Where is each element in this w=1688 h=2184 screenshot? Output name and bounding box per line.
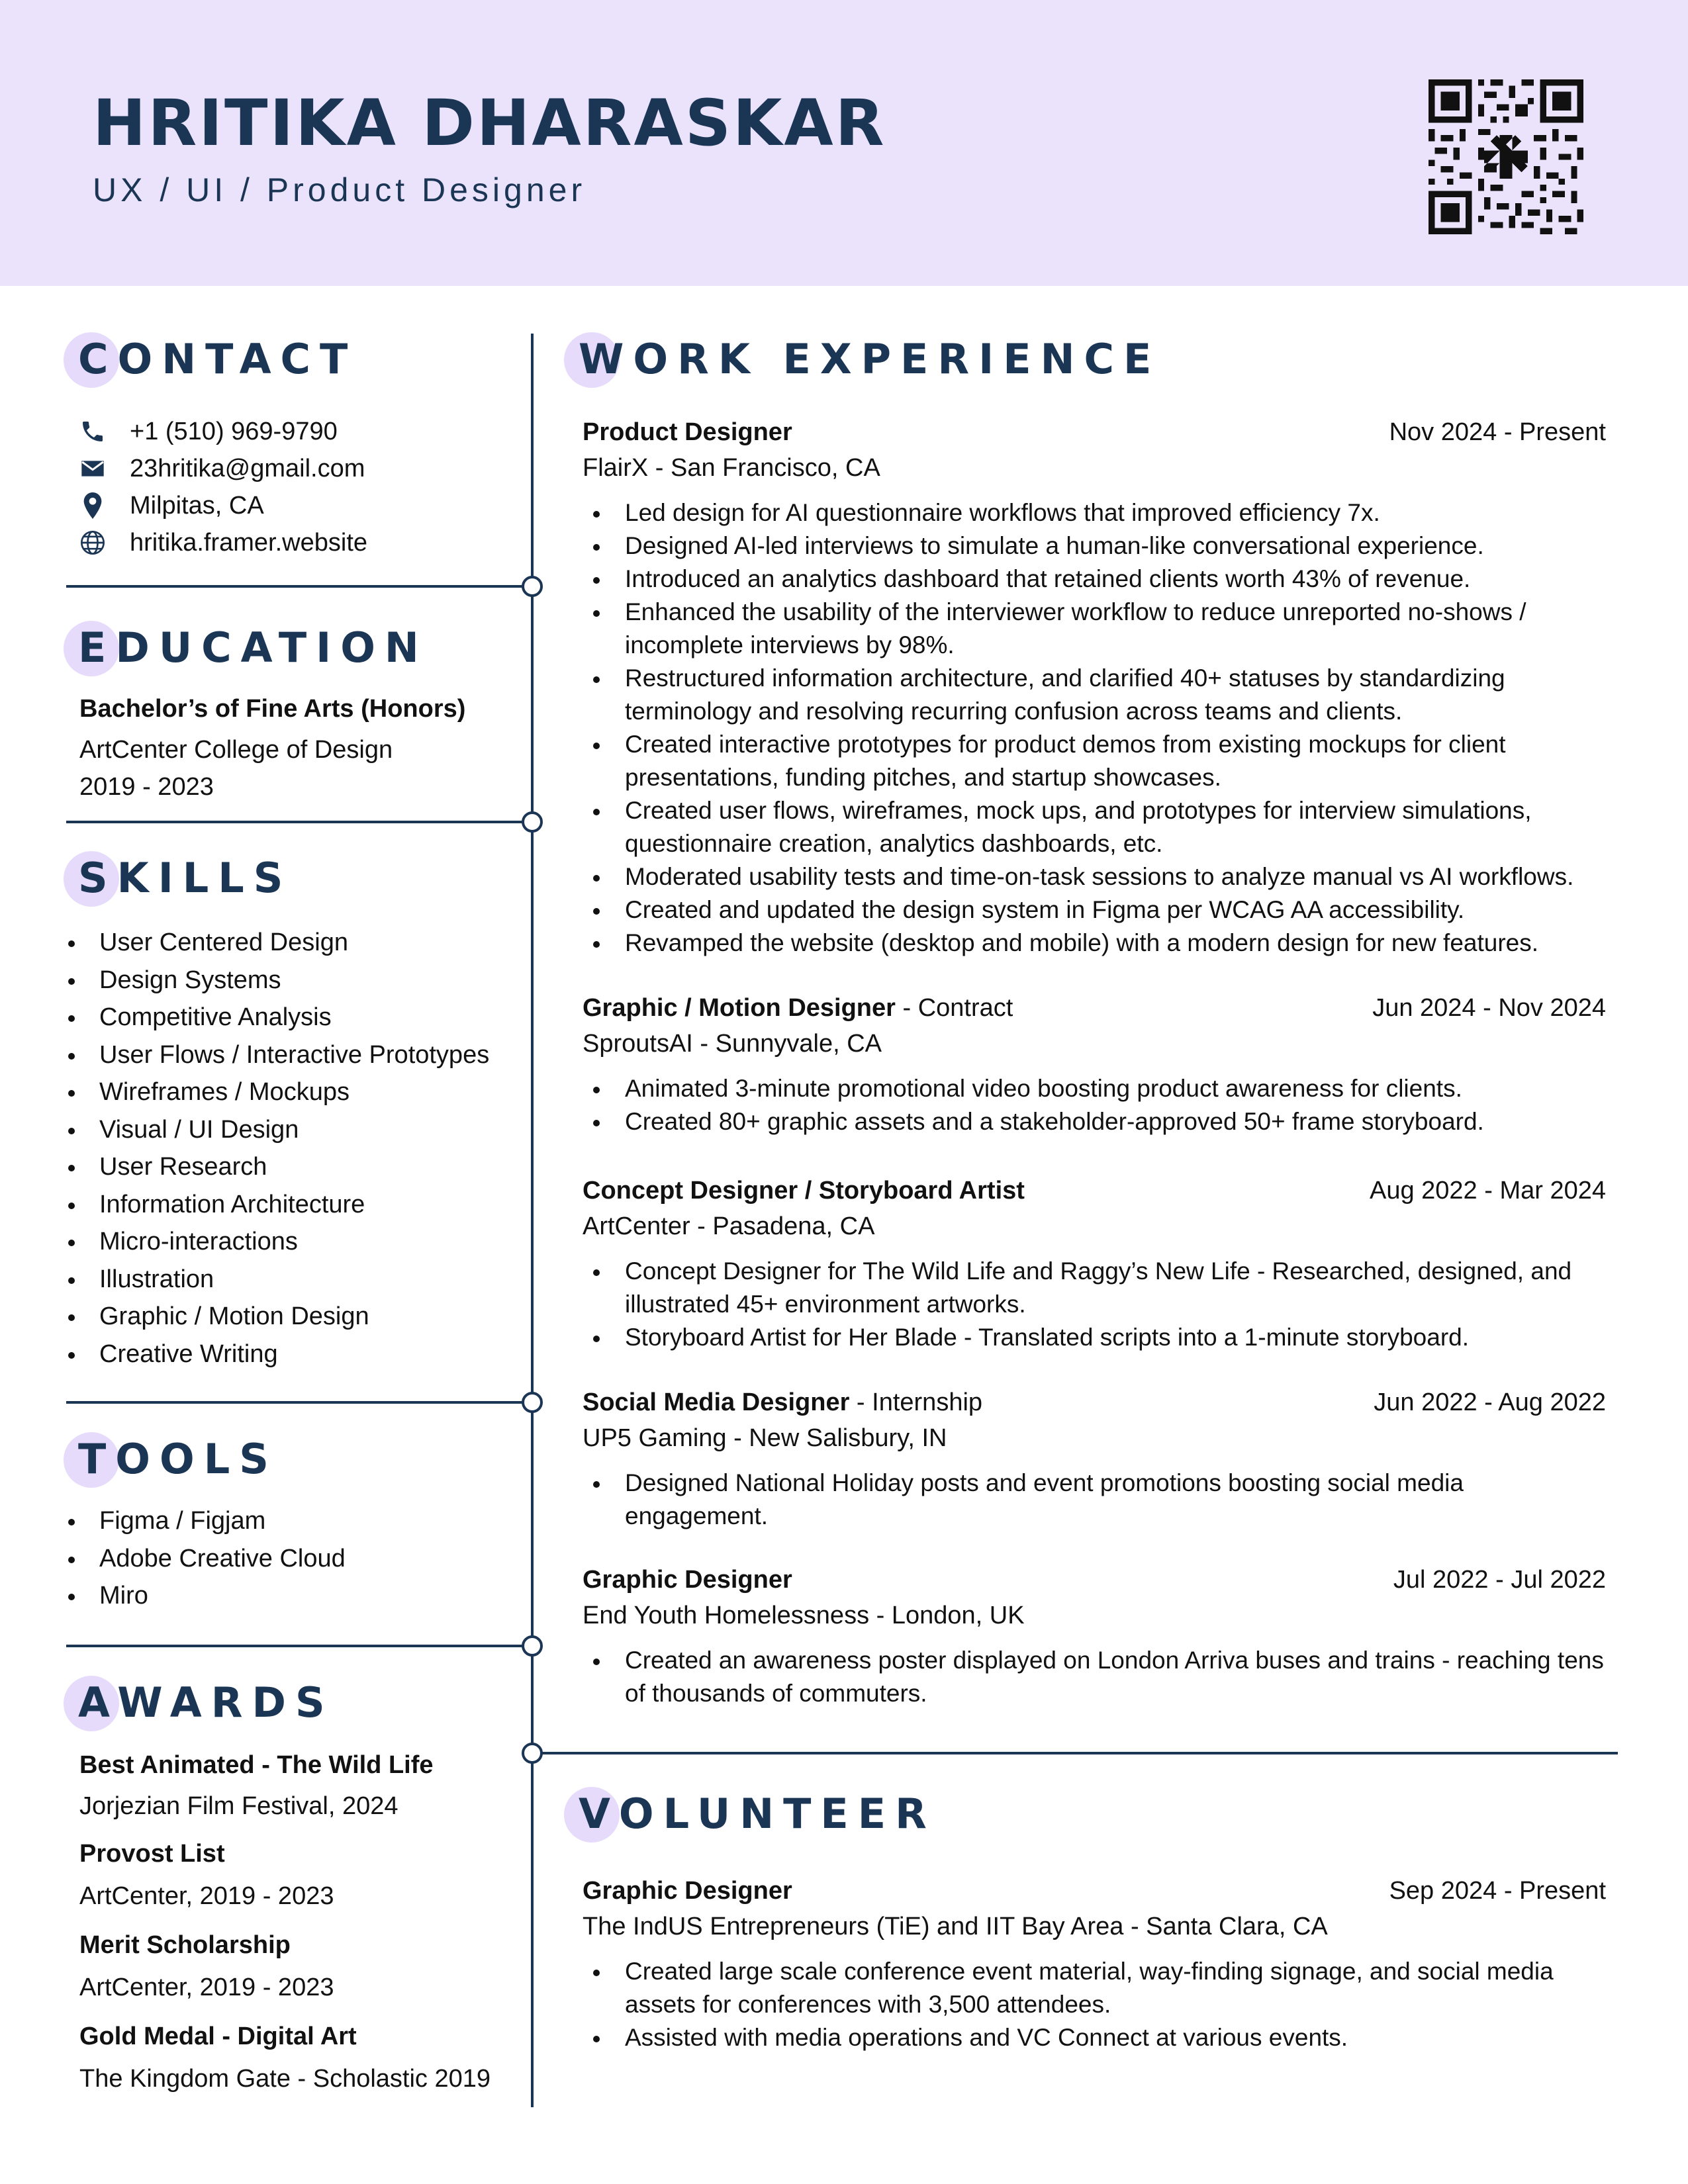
qr-code-icon[interactable] [1429, 79, 1583, 234]
phone-icon [78, 417, 107, 446]
timeline-node [522, 1392, 543, 1413]
job-bullets [583, 1955, 1606, 2054]
timeline-node [522, 576, 543, 597]
contact-email[interactable]: 23hritika@gmail.com [78, 450, 365, 487]
award-detail: The Kingdom Gate - Scholastic 2019 [79, 2065, 491, 2093]
job-type: - Contract [895, 994, 1013, 1022]
skill-item: User Centered Design [64, 924, 489, 962]
job-company: UP5 Gaming - New Salisbury, IN [583, 1424, 947, 1452]
skill-item: Wireframes / Mockups [64, 1073, 489, 1111]
timeline-node [522, 1743, 543, 1764]
job-bullets [583, 1072, 1606, 1138]
job-bullet: Moderated usability tests and time-on-task sessions to analyze manual vs AI workflows. [583, 860, 1606, 893]
work-entry [583, 1562, 1606, 1710]
job-dates: Sep 2024 - Present [1389, 1877, 1606, 1905]
education-years: 2019 - 2023 [79, 773, 214, 801]
job-bullet: Restructured information architecture, and clarified 40+ statuses by standardizing terminology and resolving recurring confusion across teams and clients. [583, 662, 1606, 728]
job-bullets [583, 496, 1606, 960]
job-dates: Aug 2022 - Mar 2024 [1369, 1177, 1606, 1205]
skill-item: Information Architecture [64, 1186, 489, 1224]
award-detail: ArtCenter, 2019 - 2023 [79, 1974, 334, 2001]
job-bullet: Created 80+ graphic assets and a stakeholder-approved 50+ frame storyboard. [583, 1105, 1606, 1138]
contact-website[interactable]: hritika.framer.website [78, 524, 367, 561]
award-title: Merit Scholarship [79, 1931, 291, 1959]
job-bullets [583, 1255, 1606, 1354]
award-title: Best Animated - The Wild Life [79, 1751, 434, 1779]
skill-item: User Research [64, 1148, 489, 1186]
job-title: Graphic Designer [583, 1566, 792, 1594]
education-school: ArtCenter College of Design [79, 736, 393, 764]
divider-tools [66, 1645, 532, 1647]
candidate-title: UX / UI / Product Designer [93, 171, 586, 208]
job-bullet: Animated 3-minute promotional video boosting product awareness for clients. [583, 1072, 1606, 1105]
job-bullet: Storyboard Artist for Her Blade - Translated scripts into a 1-minute storyboard. [583, 1321, 1606, 1354]
job-bullets [583, 1467, 1606, 1533]
divider-skills [66, 1401, 532, 1404]
job-dates: Jul 2022 - Jul 2022 [1393, 1566, 1606, 1594]
education-degree: Bachelor’s of Fine Arts (Honors) [79, 695, 466, 723]
job-bullet: Created user flows, wireframes, mock ups, and prototypes for interview simulations, questionnaire creation, analytics dashboards, etc. [583, 794, 1606, 860]
skill-item: User Flows / Interactive Prototypes [64, 1036, 489, 1074]
job-bullet: Created interactive prototypes for product demos from existing mockups for client presentations, funding pitches, and startup showcases. [583, 728, 1606, 794]
location-pin-icon [78, 491, 107, 520]
timeline-vertical-line [531, 334, 534, 2107]
award-detail: ArtCenter, 2019 - 2023 [79, 1882, 334, 1910]
skills-list [64, 924, 489, 1373]
skill-item: Competitive Analysis [64, 999, 489, 1036]
divider-work [532, 1752, 1618, 1754]
job-bullet: Concept Designer for The Wild Life and Raggy’s New Life - Researched, designed, and illustrated 45+ environment artworks. [583, 1255, 1606, 1321]
job-bullet: Created an awareness poster displayed on London Arriva buses and trains - reaching tens of thousands of commuters. [583, 1644, 1606, 1710]
job-bullet: Created and updated the design system in Figma per WCAG AA accessibility. [583, 893, 1606, 927]
job-bullet: Designed AI-led interviews to simulate a human-like conversational experience. [583, 529, 1606, 563]
job-company: The IndUS Entrepreneurs (TiE) and IIT Bay Area - Santa Clara, CA [583, 1913, 1328, 1940]
globe-icon [78, 528, 107, 557]
job-bullet: Enhanced the usability of the interviewer workflow to reduce unreported no-shows / incomplete interviews by 98%. [583, 596, 1606, 662]
job-bullet: Designed National Holiday posts and event promotions boosting social media engagement. [583, 1467, 1606, 1533]
mail-icon [78, 454, 107, 483]
skill-item: Design Systems [64, 962, 489, 999]
job-bullet: Revamped the website (desktop and mobile) with a modern design for new features. [583, 927, 1606, 960]
job-dates: Jun 2022 - Aug 2022 [1374, 1388, 1606, 1416]
tool-item: Adobe Creative Cloud [64, 1540, 346, 1578]
skill-item: Illustration [64, 1261, 489, 1298]
job-company: End Youth Homelessness - London, UK [583, 1602, 1025, 1629]
volunteer-entry [583, 1873, 1606, 2054]
contact-location: Milpitas, CA [78, 487, 264, 524]
skill-item: Micro-interactions [64, 1223, 489, 1261]
job-bullet: Introduced an analytics dashboard that retained clients worth 43% of revenue. [583, 563, 1606, 596]
work-entry [583, 1173, 1606, 1354]
job-dates: Nov 2024 - Present [1389, 418, 1606, 446]
job-bullet: Led design for AI questionnaire workflows that improved efficiency 7x. [583, 496, 1606, 529]
award-title: Gold Medal - Digital Art [79, 2023, 357, 2050]
job-dates: Jun 2024 - Nov 2024 [1372, 994, 1606, 1022]
job-company: SproutsAI - Sunnyvale, CA [583, 1030, 882, 1058]
skill-item: Creative Writing [64, 1336, 489, 1373]
job-title: Graphic Designer [583, 1877, 792, 1905]
timeline-node [522, 811, 543, 833]
tool-item: Figma / Figjam [64, 1502, 346, 1540]
candidate-name: HRITIKA DHARASKAR [93, 86, 886, 160]
tool-item: Miro [64, 1577, 346, 1615]
job-title: Concept Designer / Storyboard Artist [583, 1177, 1025, 1205]
skill-item: Graphic / Motion Design [64, 1298, 489, 1336]
job-title: Product Designer [583, 418, 792, 446]
work-entry [583, 1385, 1606, 1533]
job-company: FlairX - San Francisco, CA [583, 454, 880, 482]
tools-list [64, 1502, 346, 1615]
award-detail: Jorjezian Film Festival, 2024 [79, 1792, 399, 1820]
timeline-node [522, 1635, 543, 1657]
job-company: ArtCenter - Pasadena, CA [583, 1212, 875, 1240]
contact-phone[interactable]: +1 (510) 969-9790 [78, 413, 338, 450]
job-title: Social Media Designer [583, 1388, 850, 1416]
job-bullet: Assisted with media operations and VC Connect at various events. [583, 2021, 1606, 2054]
work-entry [583, 990, 1606, 1138]
skill-item: Visual / UI Design [64, 1111, 489, 1149]
header-banner [0, 0, 1688, 286]
divider-contact [66, 585, 532, 588]
job-bullet: Created large scale conference event material, way-finding signage, and social media assets for conferences with 3,500 attendees. [583, 1955, 1606, 2021]
job-bullets [583, 1644, 1606, 1710]
award-title: Provost List [79, 1840, 225, 1868]
job-title: Graphic / Motion Designer [583, 994, 896, 1022]
work-entry [583, 414, 1606, 960]
job-type: - Internship [849, 1388, 983, 1416]
divider-education [66, 821, 532, 823]
